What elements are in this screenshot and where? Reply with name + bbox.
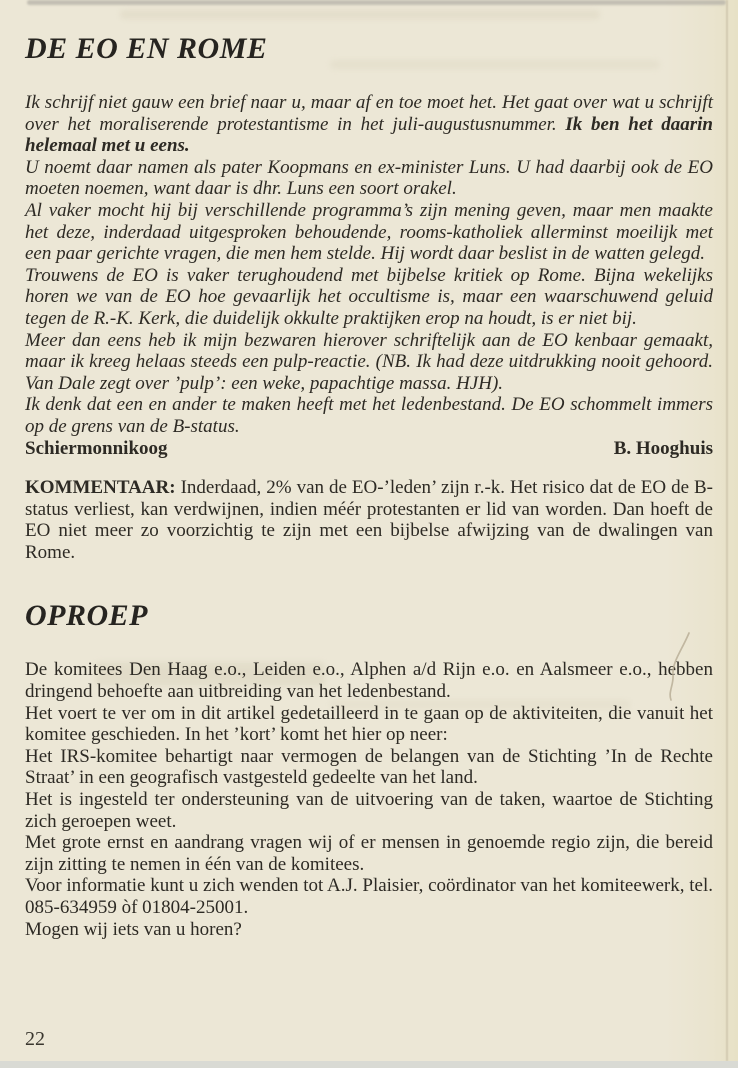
signoff-author: B. Hooghuis xyxy=(613,437,713,459)
kommentaar-paragraph xyxy=(25,477,713,563)
paragraph: Meer dan eens heb ik mijn bezwaren hierover schriftelijk aan de EO kenbaar gemaakt, maar ik kreeg helaas steeds een pulp-reactie. (NB. Ik had deze uitdrukking nooit gehoord. Van Dale zegt over ’pulp’: een weke, papachtige massa. HJH). xyxy=(25,329,713,394)
paragraph: Ik schrijf niet gauw een brief naar u, maar af en toe moet het. Het gaat over wat u schrijft over het moraliserende protestantisme in het juli-augustusnummer. Ik ben het daarin helemaal met u eens. xyxy=(25,92,713,157)
oproep-article-title: OPROEP xyxy=(25,599,148,633)
paragraph: Mogen wij iets van u horen? xyxy=(25,918,242,940)
pen-mark xyxy=(655,630,701,706)
paragraph: Met grote ernst en aandrang vragen wij of er mensen in genoemde regio zijn, die bereid zijn zitting te nemen in één van de komitees. xyxy=(25,832,713,875)
paragraph: Het is ingesteld ter ondersteuning van de uitvoering van de taken, waartoe de Stichting zich geroepen weet. xyxy=(25,789,713,832)
letter-article-title: DE EO EN ROME xyxy=(25,32,268,65)
scan-edge-bottom xyxy=(0,1061,738,1068)
kommentaar-section xyxy=(25,477,713,563)
paragraph: Het voert te ver om in dit artikel gedetailleerd in te gaan op de aktiviteiten, die vanuit het komitee geschieden. In het ’kort’ komt het hier op neer: xyxy=(25,702,713,746)
paragraph: Voor informatie kunt u zich wenden tot A.J. Plaisier, coördinator van het komiteewerk, tel. 085-634959 òf 01804-25001. xyxy=(25,875,713,918)
paragraph: U noemt daar namen als pater Koopmans en ex-minister Luns. U had daarbij ook de EO moeten noemen, want daar is dhr. Luns een soort orakel. xyxy=(25,156,713,200)
oproep-article xyxy=(25,659,713,940)
kommentaar-label: KOMMENTAAR: xyxy=(25,477,176,499)
letter-paragraphs xyxy=(25,92,713,438)
signoff-row xyxy=(25,438,713,460)
letter-article xyxy=(25,92,713,459)
paragraph: Trouwens de EO is vaker terughoudend met bijbelse kritiek op Rome. Bijna wekelijks horen we van de EO hoe gevaarlijk het occultisme is, maar een waarschuwend geluid tegen de R.-K. Kerk, die duidelijk okkulte praktijken erop na houdt, is er niet bij. xyxy=(25,264,713,329)
oproep-paragraphs xyxy=(25,659,713,940)
page-number: 22 xyxy=(25,1028,45,1050)
paragraph: Het IRS-komitee behartigt naar vermogen de belangen van de Stichting ’In de Rechte Straat’ in een geografisch vastgesteld gedeelte van het land. xyxy=(25,745,713,789)
paragraph: Al vaker mocht hij bij verschillende programma’s zijn mening geven, maar men maakte het deze, inderdaad uitgesproken behoudende, rooms-katholiek allerminst moeilijk met een paar gerichte vragen, die men hem stelde. Hij wordt daar beslist in de watten gelegd. xyxy=(25,199,713,265)
page-fold-line xyxy=(726,0,728,1061)
kommentaar-text: Inderdaad, 2% van de EO-’leden’ zijn r.-k. Het risico dat de EO de B-status verliest, kan verdwijnen, indien méér protestanten er lid van worden. Dan hoeft de EO niet meer zo voorzichtig te zijn met een bijbelse afwijzing van de dwalingen van Rome. xyxy=(25,477,713,563)
signoff-place: Schiermonnikoog xyxy=(25,437,168,459)
paragraph: De komitees Den Haag e.o., Leiden e.o., Alphen a/d Rijn e.o. en Aalsmeer e.o., hebben dringend behoefte aan uitbreiding van het ledenbestand. xyxy=(25,659,713,703)
paragraph: Ik denk dat een en ander te maken heeft met het ledenbestand. De EO schommelt immers op de grens van de B-status. xyxy=(25,394,713,437)
